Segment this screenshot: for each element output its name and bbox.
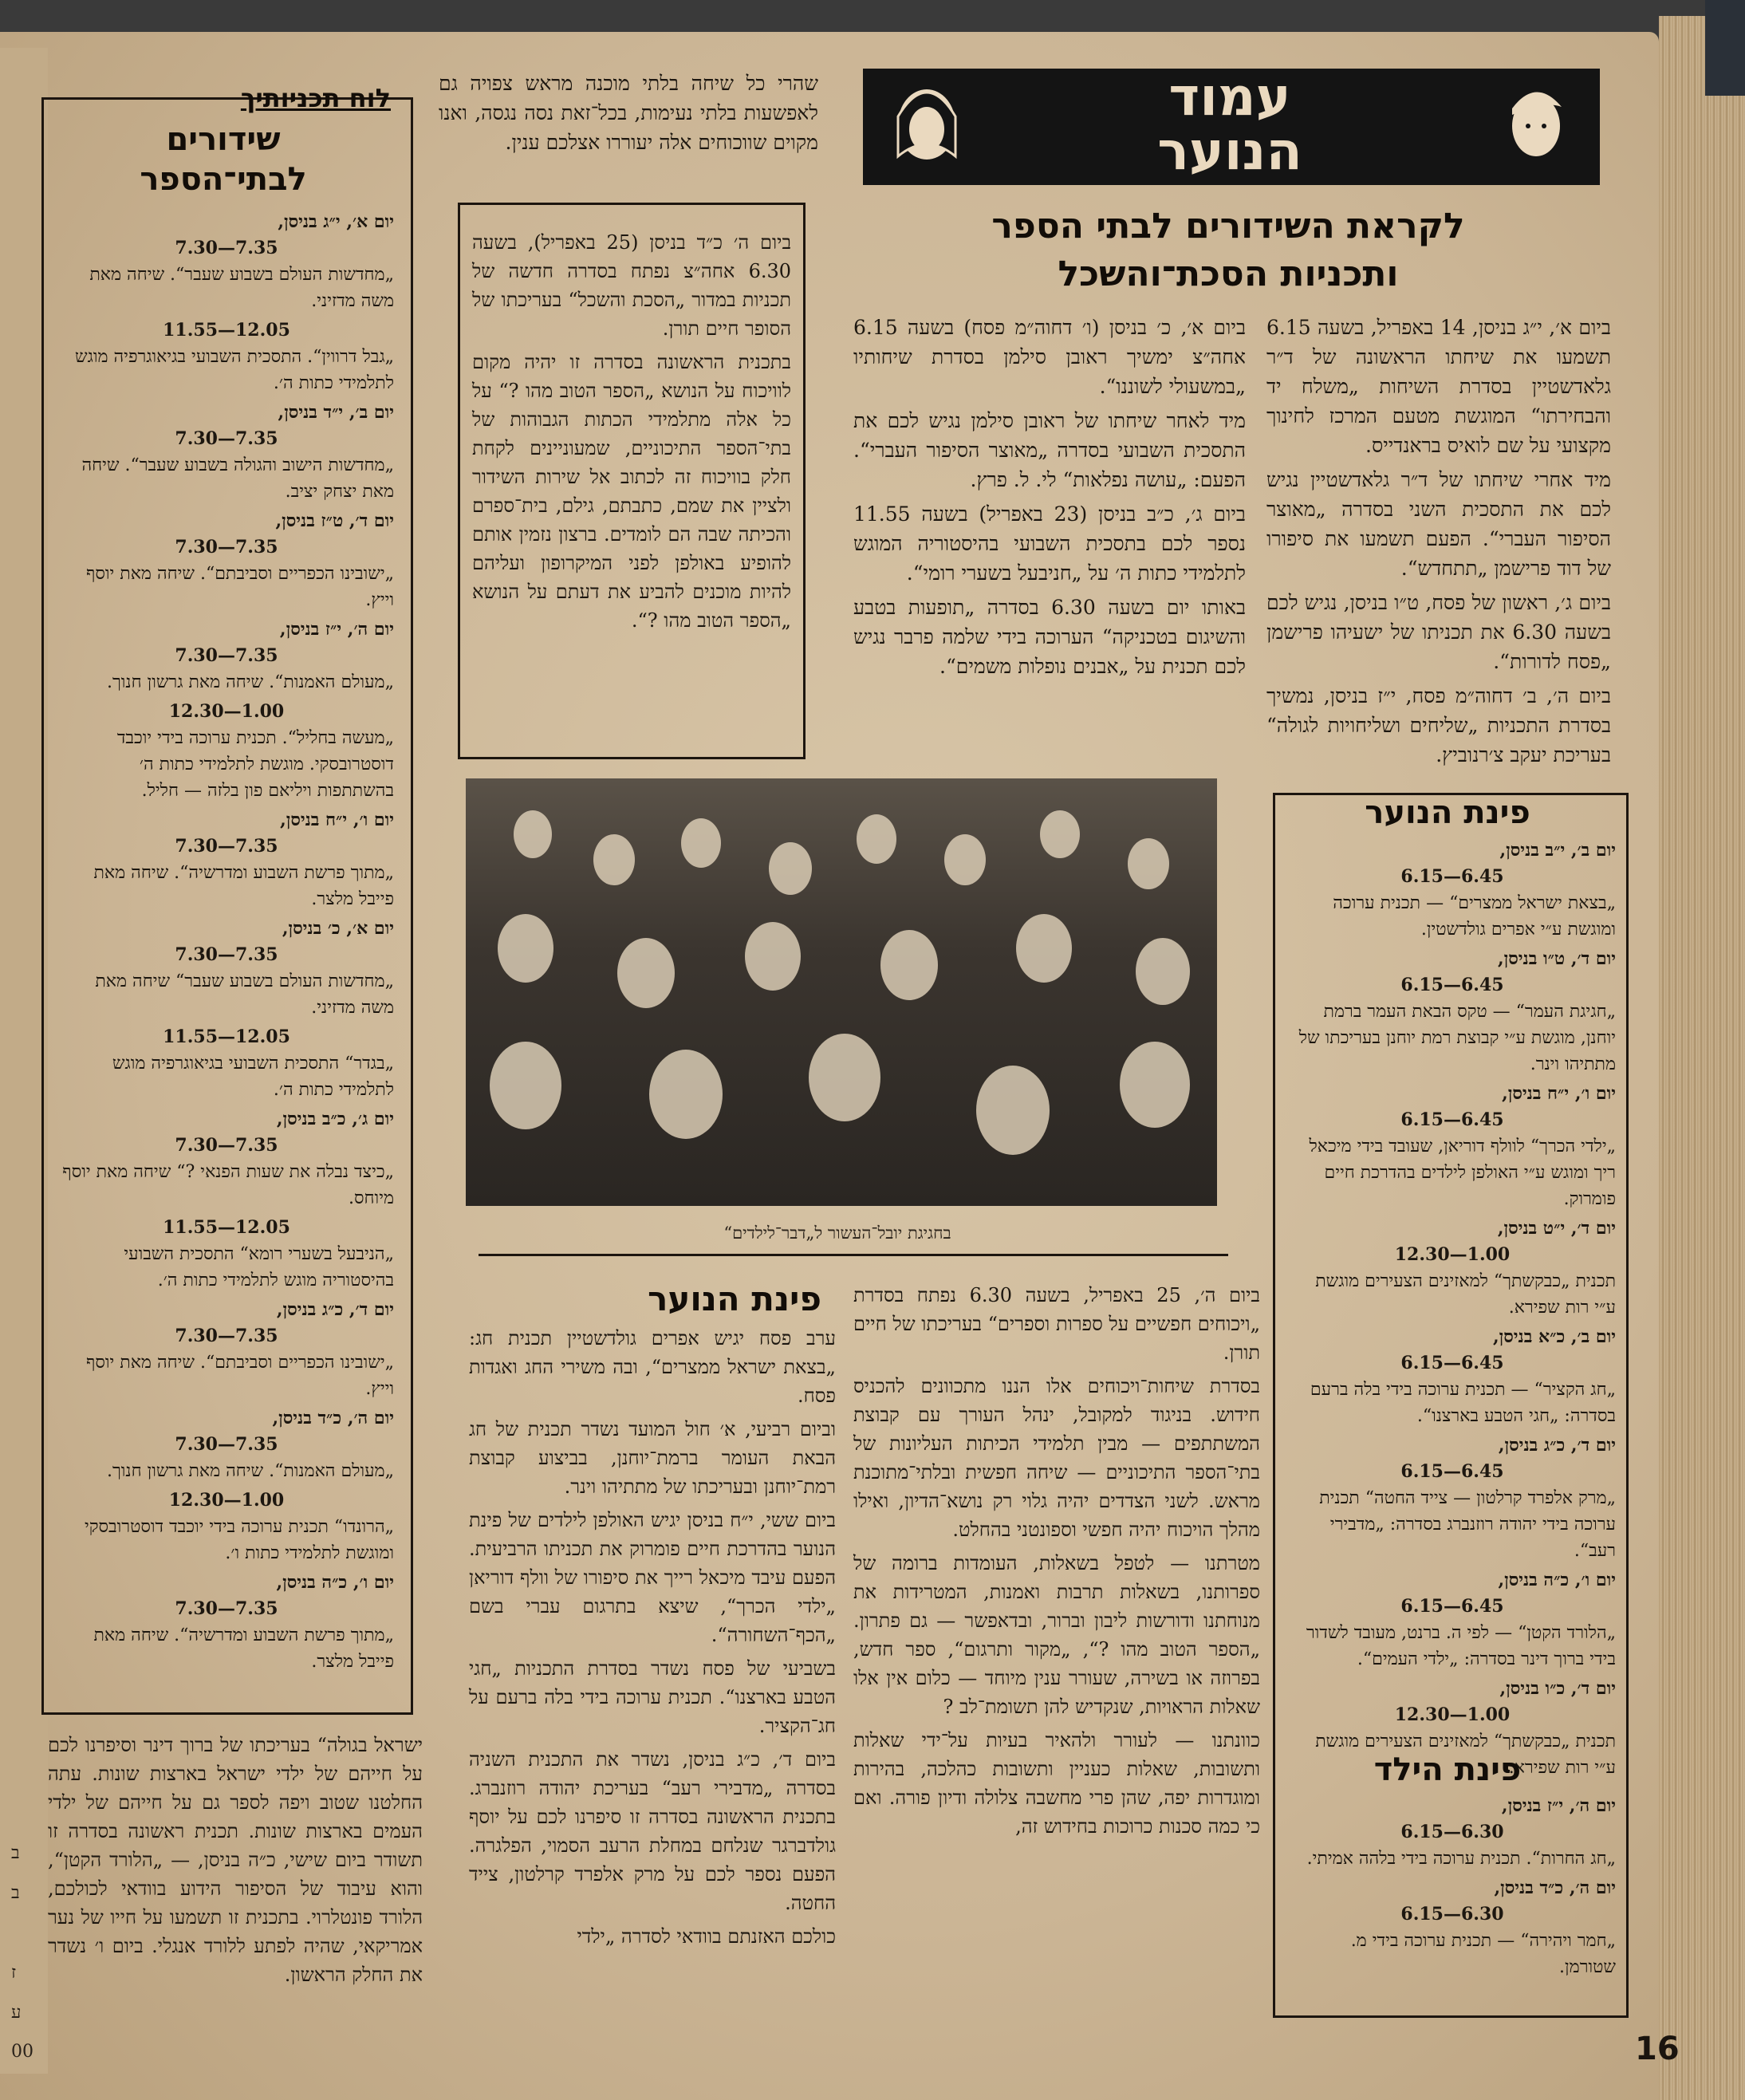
schedule-item-time: 12.05—11.55: [163, 1026, 290, 1047]
schedule-item-description: „בצאת ישראל ממצרים“ — תכנית ערוכה ומוגשת ע״י אפרים גולדשטין.: [1333, 893, 1616, 940]
schedule-item-description: „מעולם האמנות“. שיחה מאת גרשון חנוך.: [106, 1461, 394, 1481]
adjacent-page-fragment: ב ב ז ע 00: [0, 48, 48, 2074]
pinat-noar-mid-paragraph: בשביעי של פסח נשדר בסדרת התכניות „חגי הטבע בארצנו“. תכנית ערוכה בידי בלה ברעם על חג־הקציר.: [469, 1657, 836, 1737]
schedule-heading-line1: שידורים: [166, 121, 281, 158]
schedule-item-description: „מחדשות הישוב והגולה בשבוע שעבר“. שיחה מאת יצחק יציב.: [81, 455, 394, 502]
article-a-paragraph: ביום ה׳, ב׳ דחוה״מ פסח, י״ז בניסן, נמשיך בסדרת התכניות „שליחים ושליחויות לגולה“ בעריכת יעקב צ׳רנוביץ.: [1266, 684, 1611, 766]
schedule-item-day: יום ד׳, כ״ג בניסן,: [1498, 1435, 1616, 1456]
pinat-noar-mid-paragraph: ביום ששי, י״ח בניסן יגיש האולפן לילדים של פינת הנוער בהדרכת חיים פומרוק את תכניתו הרביעית. הפעם עיבד מיכאל רייך את סיפורו של וולף דוריאן „ילדי הכרך“, שיצא בתרגום עברי בשם „הכף־השחורה“.: [469, 1509, 836, 1646]
schedule-heading-line2: לבתי־הספר: [140, 161, 307, 198]
schedule-item-day: יום א׳, כ׳ בניסן,: [282, 918, 394, 939]
schedule-item-time: 6.45—6.15: [1400, 1109, 1504, 1130]
article-column-b: [853, 313, 1246, 686]
debate-announcement-text: [472, 228, 791, 640]
schedule-item-description: „ילדי הכרך“ לוולף דוריאן, שעובד בידי מיכאל ריך ומוגש ע״י האולפן לילדים בהדרכת חיים פומרוק.: [1309, 1137, 1616, 1209]
banner-title-line1: עמוד: [1168, 66, 1291, 128]
article-column-a: [1266, 313, 1611, 774]
schedule-item-time: 6.45—6.15: [1400, 975, 1504, 995]
schedule-item-description: „ישובינו הכפריים וסביבתם“. שיחה מאת יוסף וייץ.: [86, 564, 394, 610]
schedule-item-description: „חג החרות“. תכנית ערוכה בידי בלהה אמיתי.: [1306, 1849, 1616, 1869]
pinat-noar-mid-paragraph: ביום ד׳, כ״ג בניסן, נשדר את התכנית השניה בסדרה „מדבירי רעב“ בעריכת יהודה רוזנברג. בתכנית הראשונה בסדרה זו סיפרנו לכם על יוסף גולדברגר שנלחם במחלת הרעב הסמוי, הפלגרה. הפעם נספר לכם על מרק אלפרד קרלטון, צייד החטה.: [469, 1748, 836, 1914]
article-column-c-top: שהרי כל שיחה בלתי מוכנה מראש צפויה גם לאפשעות בלתי נעימות, בכל־זאת נסה נגסה, ואנו מקוים שווכוחים אלה יעוררו אצלכם ענין.: [439, 72, 818, 154]
schedule-item-time: 7.35—7.30: [175, 238, 278, 258]
schedule-item-time: 7.35—7.30: [175, 1326, 278, 1346]
youth-corner-list: [1289, 837, 1616, 1784]
schedule-item-description: „חמר ויהירה“ — תכנית ערוכה בידי מ. שטורמן.: [1350, 1931, 1616, 1977]
school-broadcasts-list: [59, 209, 394, 1678]
youth-page-banner: [863, 66, 1600, 185]
schedule-item-time: 7.35—7.30: [175, 1598, 278, 1619]
pinat-noar-mid-article: [469, 1324, 836, 1956]
photo-caption: בחגיגת יובל־העשור ל„דבר־לילדים“: [723, 1223, 951, 1243]
pinat-noar-mid-paragraph: כולכם האזנתם בוודאי לסדרה „ילדי: [577, 1925, 836, 1948]
schedule-item-day: יום ד׳, ט״ז בניסן,: [275, 510, 394, 531]
schedule-item-day: יום ד׳, כ״ג בניסן,: [276, 1299, 394, 1320]
schedule-item-time: 7.35—7.30: [175, 944, 278, 965]
boy-portrait-icon: [1488, 77, 1584, 179]
schedule-item-day: יום ה׳, כ״ד בניסן,: [272, 1408, 394, 1428]
schedule-item-time: 7.35—7.30: [175, 836, 278, 857]
schedule-item-time: 7.35—7.30: [175, 537, 278, 558]
schedule-item-time: 12.05—11.55: [163, 1217, 290, 1238]
schedule-item-description: „מרק אלפרד קרלטון — צייד החטה“ תכנית ערוכה בידי יהודה רוזנברג בסדרה: „מדבירי רעב“.: [1319, 1488, 1616, 1561]
schedule-item-description: „הלורד הקטן“ — לפי ה. ברנט, מעובד לשדור בידי ברוך דינר בסדרה: „ילדי העמים“.: [1306, 1623, 1616, 1669]
photo-face: [944, 834, 986, 885]
schedule-item-description: תכנית „כבקשתך“ למאזינים הצעירים מוגשת ע״י רות שפירא.: [1315, 1271, 1616, 1318]
children-audience-photo: [466, 778, 1217, 1206]
article-b-paragraph: ביום א׳, כ׳ בניסן (ו׳ דחוה״מ פסח) בשעה 6.15 אחה״צ ימשיך ראובן סילמן בסדרת שיחותיו „במשעולי לשוננו“.: [853, 316, 1246, 398]
schedule-item-time: 1.00—12.30: [1394, 1244, 1511, 1265]
schedule-item-description: „בגדר“ התסכית השבועי בגיאוגרפיה מוגש לתלמידי כתות ה׳.: [112, 1054, 394, 1100]
photo-face: [880, 930, 938, 1000]
schedule-item-day: יום ו׳, כ״ה בניסן,: [276, 1572, 394, 1593]
photo-face: [769, 842, 812, 895]
box-paragraph: בתכנית הראשונה בסדרה זו יהיה מקום לוויכוח על הנושא „הספר הטוב מהו ?“ על כל אלה מתלמידי הכתות הגבוהות של בתי־הספר התיכוניים, שמעוניינים לקחת חלק בוויכוח זה לכתוב אל שירות השידור ולציין את שמם, כתבתם, גילם, בית־ספרם והכיתה שבה הם לומדים. ברצון נזמין אותם להופיע באולפן לפני המיקרופון ועליהם להיות מוכנים להביע את דעתם על הנושא „הספר הטוב מהו ?“.: [472, 351, 791, 632]
photo-face: [857, 814, 896, 864]
schedule-item-time: 7.35—7.30: [175, 428, 278, 449]
schedule-item-description: „חג הקציר“ — תכנית ערוכה בידי בלה ברעם בסדרה: „חגי הטבע בארצנו“.: [1310, 1380, 1616, 1426]
page-number: 16: [1635, 2031, 1680, 2067]
schedule-item-time: 7.35—7.30: [175, 1434, 278, 1455]
binding-spine: [1705, 0, 1745, 96]
schedule-item-description: „הניבעל בשערי רומא“ התסכית השבועי בהיסטוריה מוגש לתלמידי כתות ה׳.: [124, 1244, 394, 1290]
schedule-item-description: „חגיגת העמר“ — טקס הבאת העמר ברמת יוחנן, מוגשת ע״י קבוצת רמת יוחנן בעריכתו של מתתיהו וינר.: [1298, 1002, 1616, 1074]
schedule-item-day: יום ב׳, י״ב בניסן,: [1499, 840, 1616, 861]
schedule-item-day: יום ב׳, י״ד בניסן,: [278, 402, 394, 423]
article-b-paragraph: מיד לאחר שיחתו של ראובן סילמן נגיש לכם את התסכית השבועי בסדרה „מאוצר הסיפור העברי“. הפעם: „עושה נפלאות“ לי. ל. פרץ.: [853, 409, 1246, 491]
schedule-item-day: יום ד׳, כ״ו בניסן,: [1499, 1678, 1616, 1699]
schedule-item-description: „מתוך פרשת השבוע ומדרשיה“. שיחה מאת פייבל מלצר.: [93, 1625, 394, 1672]
banner-title-line2: הנוער: [1157, 120, 1302, 182]
article-a-paragraph: ביום א׳, י״ג בניסן, 14 באפריל, בשעה 6.15 תשמעו את שיחתו הראשונה של ד״ר גלאדשטיין בסדרת השיחות „משלח יד והבחירתו“ המוגשת מטעם המרכז לחינוך מקצועי על שם לואיס בראנדייס.: [1266, 316, 1611, 457]
schedule-item-description: „גבל דרווין“. התסכית השבועי בגיאוגרפיה מוגש לתלמידי כתות ה׳.: [75, 347, 394, 393]
main-heading-line2: ותכניות הסכת־והשכל: [1058, 254, 1399, 294]
left-bottom-continuation: ישראל בגולה“ בעריכתו של ברוך דינר וסיפרנו לכם על חייהם של ילדי ישראל בארצות שונות. עתה החלטנו שטוב ויפה לספר גם על חייהם של ילדי העמים בארצות שונות. תכנית ראשונה בסדרה זו תשודר ביום שישי, כ״ה בניסן, — „הלורד הקטן“, והוא עיבוד של הסיפור הידוע בוודאי לכולכם, הלורד פונטלרוי. בתכנית זו תשמעו על חייו של נער אמריקאי, שהיה לפתע ללורד אנגלי. ביום ו׳ נשדר את החלק הראשון.: [48, 1734, 423, 1986]
photo-face: [1136, 938, 1190, 1005]
photo-face: [514, 810, 552, 858]
schedule-item-time: 6.45—6.15: [1400, 1353, 1504, 1373]
pinat-noar-mid-paragraph: וביום רביעי, א׳ חול המועד נשדר תכנית של חג הבאת העומר ברמת־יוחנן, בביצוע קבוצת רמת־יוחנן ובעריכתו של מתתיהו וינר.: [469, 1418, 836, 1498]
debate-series-article: [853, 1281, 1260, 1846]
article-a-paragraph: ביום ג׳, ראשון של פסח, ט״ו בניסן, נגיש לכם בשעה 6.30 את תכניתו של ישעיהו פרישמן „פסח לדורות“.: [1266, 591, 1611, 673]
article-b-paragraph: באותו יום בשעה 6.30 בסדרה „תופעות בטבע והשיגום בטכניקה“ הערוכה בידי שלמה פרבר נגיש לכם תכנית על „אבנים נופלות משמים“.: [853, 596, 1246, 678]
caption-rule: [479, 1254, 1228, 1256]
debate-series-paragraph: בסדרת שיחות־ויכוחים אלו הננו מתכוונים להכניס חידוש. בניגוד למקובל, ינהל העורך עם קבוצת המשתתפים — מבין תלמידי הכיתות העליונות של בתי־הספר התיכוניים — שיחה חפשית ובלתי־מתוכנת מראש. לשני הצדדים יהיה גלוי רק נושא־הדיון, ואילו מהלך הויכוח יהיה חפשי וספונטני בהחלט.: [853, 1375, 1260, 1541]
schedule-item-description: „כיצד נבלה את שעות הפנאי ?“ שיחה מאת יוסף מיוחס.: [62, 1162, 394, 1208]
article-a-paragraph: מיד אחרי שיחתו של ד״ר גלאדשטיין נגיש לכם את התסכית השני בסדרה „מאוצר הסיפור העברי“. הפעם תשמעו את סיפורו של דוד פרישמן „תתחדש“.: [1266, 468, 1611, 580]
schedule-item-time: 1.00—12.30: [168, 1490, 285, 1511]
schedule-item-time: 1.00—12.30: [168, 701, 285, 722]
schedule-item-day: יום ה׳, י״ז בניסן,: [279, 619, 394, 640]
schedule-item-day: יום ב׳, כ״א בניסן,: [1493, 1326, 1616, 1347]
pinat-noar-right-heading: פינת הנוער: [1365, 794, 1530, 831]
schedule-item-time: 6.30—6.15: [1400, 1904, 1504, 1925]
schedule-item-description: תכנית „כבקשתך“ למאזינים הצעירים מוגשת ע״י רות שפירא.: [1315, 1732, 1616, 1778]
schedule-item-day: יום ו׳, כ״ה בניסן,: [1498, 1570, 1616, 1590]
photo-face: [1016, 914, 1072, 983]
page-stack-edge: [1659, 16, 1745, 2100]
photo-face: [498, 914, 553, 983]
schedule-item-time: 12.05—11.55: [163, 320, 290, 341]
debate-series-paragraph: מטרתנו — לטפל בשאלות, העומדות ברומה של ספרותנו, בשאלות תרבות ואמנות, המטרידות את מנוחתנו ודורשות ליבון וברור, ובדאפשר — גם פתרון. „הספר הטוב מהו ?“, „מקור ותרגום“, ספר חדש, בפרוזה או בשירה, שעורר ענין מיוחד — כלום אין אלו שאלות הראויות, שנקדיש להן תשומת־לב ?: [853, 1552, 1260, 1718]
schedule-item-day: יום ד׳, ט״ו בניסן,: [1497, 948, 1616, 969]
debate-series-paragraph: ביום ה׳, 25 באפריל, בשעה 6.30 נפתח בסדרת „ויכוחים חפשיים על ספרות וספרים“ בעריכתו של חיים תורן.: [853, 1284, 1261, 1364]
schedule-item-day: יום ו׳, י״ח בניסן,: [1502, 1083, 1616, 1104]
pinat-noar-mid-heading: פינת הנוער: [648, 1279, 821, 1318]
main-heading-line1: לקראת השידורים לבתי הספר: [991, 206, 1465, 246]
schedule-item-description: „ישובינו הכפריים וסביבתם“. שיחה מאת יוסף וייץ.: [86, 1353, 394, 1399]
photo-face: [649, 1050, 723, 1139]
schedule-item-description: „מעשה בחליל“. תכנית ערוכה בידי יוכבד דוסטרובסקי. מוגשת לתלמידי כתות ה׳ בהשתתפות ויליאם פון בלזה — חליל.: [116, 728, 394, 801]
schedule-item-day: יום ג׳, כ״ב בניסן,: [276, 1109, 394, 1129]
photo-face: [1128, 838, 1169, 889]
schedule-item-description: „מעולם האמנות“. שיחה מאת גרשון חנוך.: [106, 672, 394, 692]
photo-face: [617, 938, 675, 1008]
pinat-noar-mid-paragraph: ערב פסח יגיש אפרים גולדשטיין תכנית חג: „בצאת ישראל ממצרים“, ובה משירי החג ואגדות פסח.: [469, 1327, 836, 1407]
debate-series-paragraph: כוונתנו — לעורר ולהאיר בעיות על־ידי שאלות ותשובות, שאלות כעניין ותשובות כהלכה, בהירות ומוגדרות יפה, שהן פרי מחשבה צלולה ודיון פורה. ואם כי כמה סכנות כרוכות בחידוש זה,: [853, 1729, 1260, 1838]
box-paragraph: ביום ה׳ כ״ד בניסן (25 באפריל), בשעה 6.30 אחה״צ נפתח בסדרה חדשה של תכניות במדור „הסכת והשכל“ בעריכתו של הסופר חיים תורן.: [472, 231, 792, 340]
schedule-item-time: 6.30—6.15: [1400, 1822, 1504, 1842]
photo-face: [976, 1066, 1050, 1155]
schedule-item-day: יום ד׳, י״ט בניסן,: [1497, 1218, 1616, 1239]
schedule-item-day: יום ה׳, כ״ד בניסן,: [1494, 1877, 1616, 1898]
schedule-item-description: „מתוך פרשת השבוע ומדרשיה“. שיחה מאת פייבל מלצר.: [93, 863, 394, 909]
schedule-item-description: „מחדשות העולם בשבוע שעבר“ שיחה מאת משה מדזיני.: [95, 971, 394, 1018]
schedule-item-time: 7.35—7.30: [175, 1135, 278, 1156]
children-corner-list: [1289, 1793, 1616, 1984]
photo-face: [745, 922, 801, 991]
schedule-item-day: יום ה׳, י״ז בניסן,: [1501, 1795, 1616, 1816]
schedule-label: לוח תכניותיך: [240, 83, 391, 113]
schedule-item-time: 6.45—6.15: [1400, 1596, 1504, 1617]
photo-face: [593, 834, 635, 885]
schedule-item-time: 6.45—6.15: [1400, 866, 1504, 887]
schedule-item-time: 6.45—6.15: [1400, 1461, 1504, 1482]
pinat-hayeled-heading: פינת הילד: [1373, 1751, 1522, 1788]
schedule-item-day: יום ו׳, י״ח בניסן,: [280, 810, 394, 830]
article-b-paragraph: ביום ג׳, כ״ב בניסן (23 באפריל) בשעה 11.55 נספר לכם בתסכית השבועי בהיסטוריה המוגש לתלמידי כתות ה׳ על „חניבעל בשערי רומי“.: [853, 502, 1246, 585]
schedule-item-time: 1.00—12.30: [1394, 1704, 1511, 1725]
schedule-item-description: „הרונדו“ תכנית ערוכה בידי יוכבד דוסטרובסקי ומוגשת לתלמידי כתות ו׳.: [84, 1517, 394, 1563]
photo-face: [809, 1034, 880, 1121]
photo-face: [490, 1042, 561, 1129]
photo-face: [681, 818, 721, 868]
photo-face: [1120, 1042, 1190, 1128]
schedule-item-day: יום א׳, י״ג בניסן,: [278, 211, 394, 232]
schedule-item-time: 7.35—7.30: [175, 645, 278, 666]
girl-portrait-icon: [879, 77, 975, 179]
photo-face: [1040, 810, 1080, 858]
schedule-item-description: „מחדשות העולם בשבוע שעבר“. שיחה מאת משה מדזיני.: [89, 265, 394, 311]
